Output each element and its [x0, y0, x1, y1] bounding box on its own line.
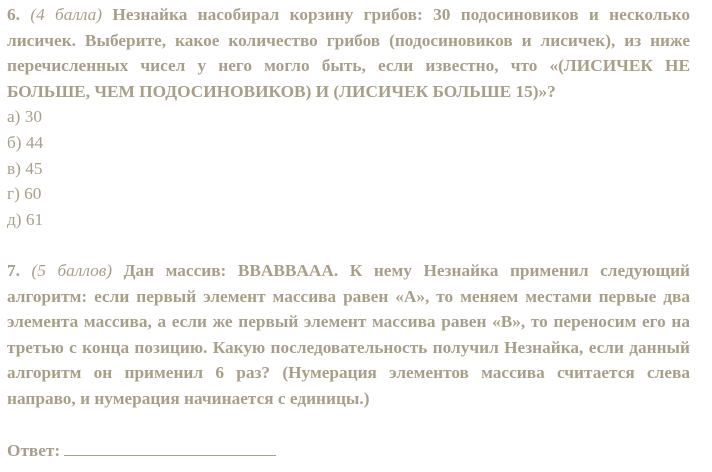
question-6-number: 6.	[7, 5, 20, 24]
option-e: д) 61	[7, 209, 44, 229]
option-d: г) 60	[7, 184, 42, 204]
question-6	[7, 2, 690, 104]
question-6-points: (4 балла)	[30, 5, 103, 24]
answer-label: Ответ:	[7, 440, 61, 460]
question-7-text: Дан массив: BBABBAAA. К нему Незнайка применил следующий алгоритм: если первый элемент массива равен «A», то меняем местами первые два элемента массива, а если же первый элемент массива равен «B», то переносим его на третью с конца позицию. Какую последовательность получил Незнайка, если данный алгоритм он применил 6 раз? (Нумерация элементов массива считается слева направо, и нумерация начинается с единицы.)	[7, 260, 690, 408]
answer-blank-line[interactable]	[64, 437, 276, 456]
question-7-points: (5 баллов)	[31, 260, 112, 280]
option-a: а) 30	[7, 107, 43, 127]
option-c: в) 45	[7, 158, 43, 178]
option-b: б) 44	[7, 132, 44, 152]
question-6-options	[7, 104, 690, 232]
answer-row	[7, 437, 690, 464]
question-7-number: 7.	[7, 260, 20, 280]
spacer	[7, 232, 690, 258]
question-6-text: Незнайка насобирал корзину грибов: 30 подосиновиков и несколько лисичек. Выберите, какое количество грибов (подосиновиков и лисичек), из ниже перечисленных чисел у него могло быть, если известно, что «(ЛИСИЧЕК НЕ БОЛЬШЕ, ЧЕМ ПОДОСИНОВИКОВ) И (ЛИСИЧЕК БОЛЬШЕ 15)»?	[7, 5, 690, 101]
question-7	[7, 258, 690, 412]
document-page	[7, 2, 690, 463]
